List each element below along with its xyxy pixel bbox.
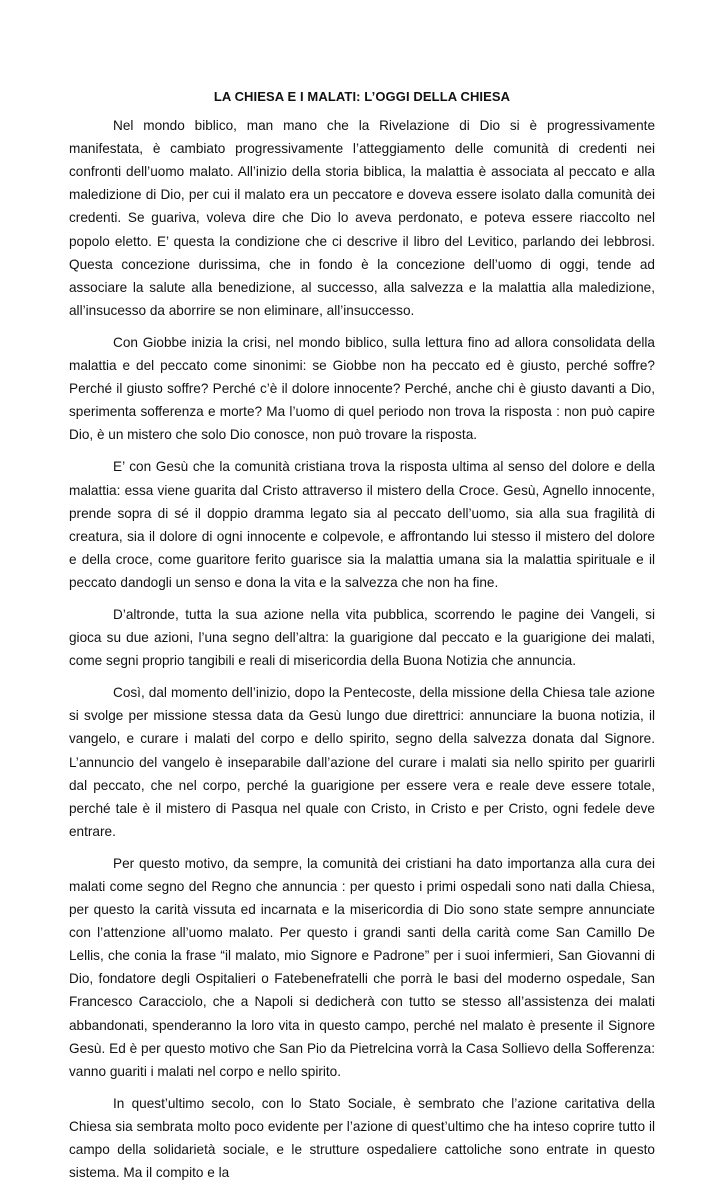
paragraph-6: Per questo motivo, da sempre, la comunità dei cristiani ha dato importanza alla cura dei malati come segno del Regno che annuncia : per questo i primi ospedali sono nati dalla Chiesa, per questo la carità vissuta ed incarnata e la misericordia di Dio sono state sempre annunciate con l’attenzione all’uomo malato. Per questo i grandi santi della carità come San Camillo De Lellis, che conia la frase “il malato, mio Signore e Padrone” per i suoi infermieri, San Giovanni di Dio, fondatore degli Ospitalieri o Fatebenefratelli che porrà le basi del moderno ospedale, San Francesco Caracciolo, che a Napoli si dedicherà con tutto se stesso all’assistenza dei malati abbandonati, spenderanno la loro vita in questo campo, perché nel malato è presente il Signore Gesù. Ed è per questo motivo che San Pio da Pietrelcina vorrà la Casa Sollievo della Sofferenza: vanno guariti i malati nel corpo e nello spirito. — [69, 855, 655, 1079]
paragraph-5: Così, dal momento dell’inizio, dopo la Pentecoste, della missione della Chiesa tale azione si svolge per missione stessa data da Gesù lungo due direttrici: annunciare la buona notizia, il vangelo, e curare i malati del corpo e dello spirito, segno della salvezza donata dal Signore. L’annuncio del vangelo è inseparabile dall’azione del curare i malati sia nello spirito per guarirli dal peccato, che nel corpo, perché la guarigione per essere vera e reale deve essere totale, perché tale è il mistero di Pasqua nel quale con Cristo, in Cristo e per Cristo, ogni fedele deve entrare. — [69, 685, 655, 839]
document-body — [69, 85, 655, 1193]
paragraph-7: In quest’ultimo secolo, con lo Stato Sociale, è sembrato che l’azione caritativa della Chiesa sia sembrata molto poco evidente per l’azione di quest’ultimo che ha inteso coprire tutto il campo della solidarietà sociale, e le strutture ospedaliere cattoliche sono entrate in questo sistema. Ma il compito e la — [69, 1095, 655, 1181]
paragraph-2: Con Giobbe inizia la crisi, nel mondo biblico, sulla lettura fino ad allora consolidata della malattia e del peccato come sinonimi: se Giobbe non ha peccato ed è giusto, perché soffre? Perché il giusto soffre? Perché c’è il dolore innocente? Perché, anche chi è giusto davanti a Dio, sperimenta sofferenza e morte? Ma l’uomo di quel periodo non trova la risposta : non può capire Dio, è un mistero che solo Dio conosce, non può trovare la risposta. — [69, 334, 655, 443]
paragraph-1: Nel mondo biblico, man mano che la Rivelazione di Dio si è progressivamente manifestata, è cambiato progressivamente l’atteggiamento delle comunità di credenti nei confronti dell’uomo malato. All’inizio della storia biblica, la malattia è associata al peccato e alla maledizione di Dio, per cui il malato era un peccatore e doveva essere isolato dalla comunità dei credenti. Se guariva, voleva dire che Dio lo aveva perdonato, e poteva essere riaccolto nel popolo eletto. E’ questa la condizione che ci descrive il libro del Levitico, parlando dei lebbrosi. Questa concezione durissima, che in fondo è la concezione dell’uomo di oggi, tende ad associare la salute alla benedizione, al successo, alla salvezza e la malattia alla maledizione, all’insucesso da aborrire se non eliminare, all’insuccesso. — [69, 118, 655, 318]
document-title: LA CHIESA E I MALATI: L’OGGI DELLA CHIESA — [213, 89, 511, 104]
paragraph-3: E’ con Gesù che la comunità cristiana trova la risposta ultima al senso del dolore e della malattia: essa viene guarita dal Cristo attraverso il mistero della Croce. Gesù, Agnello innocente, prende sopra di sé il doppio dramma legato sia al peccato dell’uomo, sia alla sua fragilità di creatura, sia il dolore di ogni innocente e colpevole, e affrontando lui stesso il mistero del dolore e della croce, come guaritore ferito guarisce sia la malattia umana sia la malattia spirituale e il peccato dandogli un senso e dona la vita e la salvezza che non ha fine. — [69, 459, 655, 590]
paragraph-4: D’altronde, tutta la sua azione nella vita pubblica, scorrendo le pagine dei Vangeli, si gioca su due azioni, l’una segno dell’altra: la guarigione dal peccato e la guarigione dei malati, come segni proprio tangibili e reali di misericordia della Buona Notizia che annuncia. — [69, 606, 655, 669]
